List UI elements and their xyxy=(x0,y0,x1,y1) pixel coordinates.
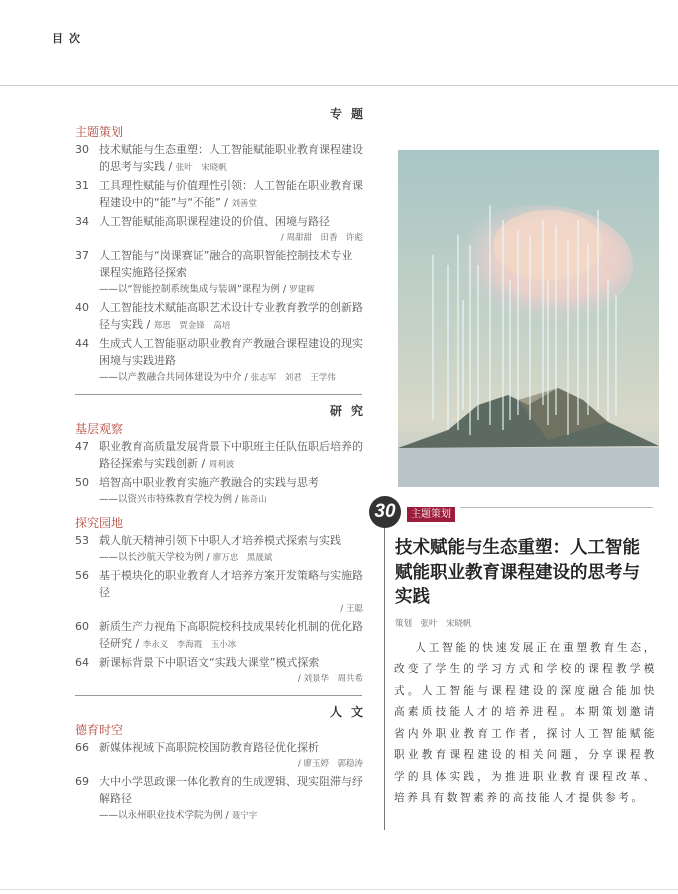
page-number: 34 xyxy=(75,215,89,228)
page-number: 60 xyxy=(75,620,89,633)
feature-vertical-rule xyxy=(384,500,385,830)
category-label: 基层观察 xyxy=(75,422,124,436)
page-number: 47 xyxy=(75,440,89,453)
entry-authors: 廖玉婷 郭稳涛 xyxy=(303,759,363,769)
page-number: 69 xyxy=(75,775,89,788)
page-number: 56 xyxy=(75,569,89,582)
entry-title: 人工智能与“岗课赛证”融合的高职智能控制技术专业课程实施路径探索 xyxy=(99,249,353,279)
entry-authors: 刘景华 周共希 xyxy=(303,674,363,684)
toc-entry[interactable]: 47 职业教育高质量发展背景下中职班主任队伍职后培养的路径探索与实践创新 / 周利波 xyxy=(75,440,363,470)
entry-authors: 陈奇山 xyxy=(241,495,267,505)
section-divider xyxy=(75,394,362,395)
entry-title: 工具理性赋能与价值理性引领：人工智能在职业教育课程建设中的“能”与“不能” xyxy=(99,179,363,209)
page-number: 40 xyxy=(75,301,89,314)
toc-entry[interactable]: 66 新媒体视域下高职院校国防教育路径优化探析 / 廖玉婷 郭稳涛 xyxy=(75,741,363,769)
category-label: 德育时空 xyxy=(75,723,124,737)
entry-authors: 王聪 xyxy=(345,604,363,614)
feature-tag-rule xyxy=(460,507,653,508)
entry-subtitle: ——以长沙航天学校为例 xyxy=(99,552,204,563)
entry-authors: 刘善堂 xyxy=(231,199,258,209)
page-number: 30 xyxy=(75,143,89,156)
entry-title: 培智高中职业教育实施产教融合的实践与思考 xyxy=(99,476,319,489)
entry-authors: 周利波 xyxy=(208,460,235,470)
section-divider xyxy=(75,695,362,696)
entry-authors: 聂宁宇 xyxy=(231,811,258,821)
toc-entry[interactable]: 60 新质生产力视角下高职院校科技成果转化机制的优化路径研究 / 李永义 李海霞 玉小冰 xyxy=(75,620,363,650)
page-number: 64 xyxy=(75,656,89,669)
entry-title: 载人航天精神引领下中职人才培养模式探索与实践 xyxy=(99,534,341,547)
entry-title: 大中小学思政课一体化教育的生成逻辑、现实阻滞与纾解路径 xyxy=(99,775,363,805)
section-heading-special: 专题 xyxy=(329,107,372,121)
toc-entry[interactable]: 34 人工智能赋能高职课程建设的价值、困境与路径 / 周甜甜 田香 许彪 xyxy=(75,215,363,243)
entry-subtitle: ——以“智能控制系统集成与装调”课程为例 xyxy=(99,284,280,295)
feature-title: 技术赋能与生态重塑：人工智能赋能职业教育课程建设的思考与实践 xyxy=(395,538,640,607)
section-heading-research: 研究 xyxy=(329,404,372,418)
entry-title: 技术赋能与生态重塑：人工智能赋能职业教育课程建设的思考与实践 xyxy=(99,143,363,173)
feature-credit: 策划 张叶 宋晓帆 xyxy=(395,618,472,629)
entry-title: 人工智能赋能高职课程建设的价值、困境与路径 xyxy=(99,215,330,228)
footer-divider xyxy=(0,889,678,890)
toc-entry[interactable]: 30 技术赋能与生态重塑：人工智能赋能职业教育课程建设的思考与实践 / 张叶 宋晓帆 xyxy=(75,143,363,173)
entry-authors: 郑思 贾金锋 高培 xyxy=(153,321,231,331)
entry-subtitle: ——以永州职业技术学院为例 xyxy=(99,810,223,821)
entry-authors: 张志军 刘君 王学伟 xyxy=(250,373,336,383)
page-number: 66 xyxy=(75,741,89,754)
entry-authors: 张叶 宋晓帆 xyxy=(175,163,227,173)
toc-entry[interactable]: 69 大中小学思政课一体化教育的生成逻辑、现实阻滞与纾解路径 ——以永州职业技术学院为例 / 聂宁宇 xyxy=(75,775,363,821)
page-number: 53 xyxy=(75,534,89,547)
cover-illustration xyxy=(398,150,659,487)
page-number: 50 xyxy=(75,476,89,489)
entry-authors: 李永义 李海霞 玉小冰 xyxy=(142,640,237,650)
entry-title: 新媒体视域下高职院校国防教育路径优化探析 xyxy=(99,741,319,754)
section-heading-humanities: 人文 xyxy=(329,705,372,719)
entry-authors: 罗建辉 xyxy=(289,285,315,295)
toc-entry[interactable]: 50 培智高中职业教育实施产教融合的实践与思考 ——以资兴市特殊教育学校为例 / 陈奇山 xyxy=(75,474,363,509)
toc-entry[interactable]: 44 生成式人工智能驱动职业教育产教融合课程建设的现实困境与实践进路 ——以产教融合共同体建设为中介 / 张志军 刘君 王学伟 xyxy=(75,337,363,383)
entry-title: 新课标背景下中职语文“实践大课堂”模式探索 xyxy=(99,656,320,669)
feature-page-badge: 30 xyxy=(369,496,401,528)
page-number: 44 xyxy=(75,337,89,350)
entry-title: 生成式人工智能驱动职业教育产教融合课程建设的现实困境与实践进路 xyxy=(99,337,363,367)
entry-title: 职业教育高质量发展背景下中职班主任队伍职后培养的路径探索与实践创新 xyxy=(99,440,363,470)
feature-block xyxy=(395,536,657,810)
toc-entry[interactable]: 56 基于模块化的职业教育人才培养方案开发策略与实施路径 / 王聪 xyxy=(75,569,363,614)
entry-title: 基于模块化的职业教育人才培养方案开发策略与实施路径 xyxy=(99,569,363,599)
entry-title: 人工智能技术赋能高职艺术设计专业教育教学的创新路径与实践 xyxy=(99,301,363,331)
entry-title: 新质生产力视角下高职院校科技成果转化机制的优化路径研究 xyxy=(99,620,363,650)
feature-intro: 人工智能的快速发展正在重塑教育生态，改变了学生的学习方式和学校的课程教学模式。人工智能与课程建设的深度融合能加快高素质技能人才的培养进程。本期策划邀请省内外职业教育工作者，探讨人工智能赋能职业教育课程建设的相关问题，分享课程教学的具体实践，为推进职业教育课程改革、培养具有数智素养的高技能人才提供参考。 xyxy=(394,641,657,804)
category-label: 探究园地 xyxy=(75,516,124,530)
toc-entry[interactable]: 53 载人航天精神引领下中职人才培养模式探索与实践 ——以长沙航天学校为例 / 廖万忠 黑晟斌 xyxy=(75,532,363,567)
toc-column xyxy=(75,104,372,825)
entry-authors: 周甜甜 田香 许彪 xyxy=(286,233,363,243)
feature-category-tag: 主题策划 xyxy=(407,507,455,522)
page-number: 37 xyxy=(75,249,89,262)
toc-entry[interactable]: 31 工具理性赋能与价值理性引领：人工智能在职业教育课程建设中的“能”与“不能” / 刘善堂 xyxy=(75,179,363,209)
category-label: 主题策划 xyxy=(75,125,124,139)
entry-subtitle: ——以资兴市特殊教育学校为例 xyxy=(99,494,233,505)
entry-authors: 廖万忠 黑晟斌 xyxy=(212,553,273,563)
toc-entry[interactable]: 64 新课标背景下中职语文“实践大课堂”模式探索 / 刘景华 周共希 xyxy=(75,656,363,684)
header-divider xyxy=(0,85,678,86)
entry-subtitle: ——以产教融合共同体建设为中介 xyxy=(99,372,242,383)
toc-title: 目次 xyxy=(52,32,86,45)
page-number: 31 xyxy=(75,179,89,192)
toc-entry[interactable]: 40 人工智能技术赋能高职艺术设计专业教育教学的创新路径与实践 / 郑思 贾金锋 高培 xyxy=(75,301,363,331)
toc-entry[interactable]: 37 人工智能与“岗课赛证”融合的高职智能控制技术专业课程实施路径探索 ——以“智能控制系统集成与装调”课程为例 / 罗建辉 xyxy=(75,247,363,299)
